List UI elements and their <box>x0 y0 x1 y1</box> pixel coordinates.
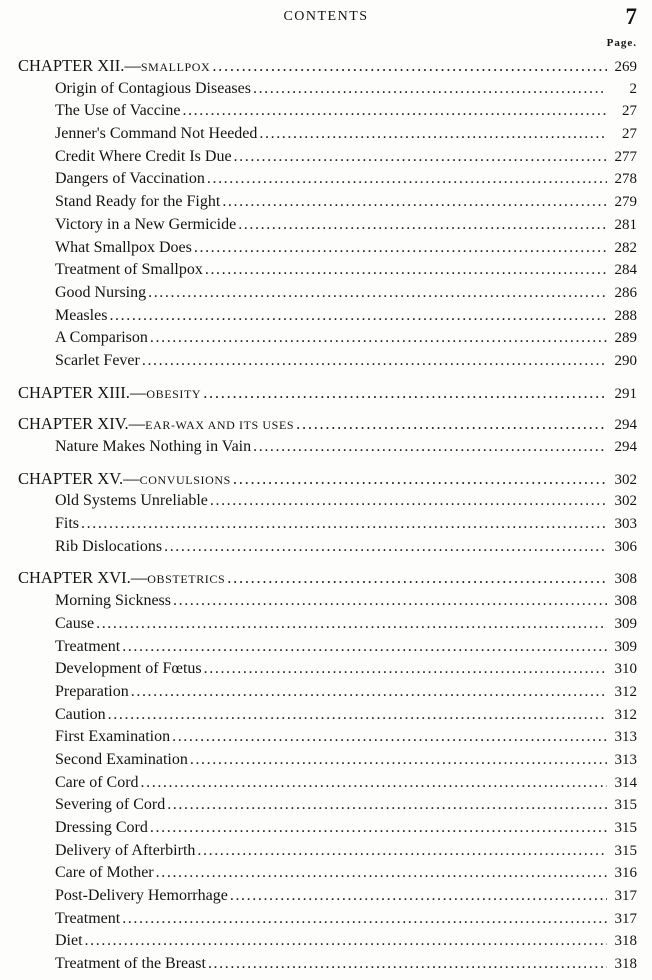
section-label: Victory in a New Germicide <box>55 215 237 233</box>
toc-entry-title <box>55 282 146 305</box>
toc-page-number: 306 <box>614 538 637 555</box>
section-label: Treatment <box>55 637 121 655</box>
toc-page-number: 290 <box>614 352 637 369</box>
dot-leader <box>296 413 607 436</box>
toc-page-number: 315 <box>614 842 637 859</box>
toc-entry-title <box>55 214 236 237</box>
section-label: Stand Ready for the Fight <box>55 193 221 211</box>
chapter-subject: SMALLPOX <box>140 60 211 74</box>
toc-page-number: 284 <box>614 262 637 279</box>
chapter-subject: CONVULSIONS <box>139 472 231 487</box>
toc-entry-title <box>18 567 225 591</box>
toc-entry-title <box>55 327 148 350</box>
toc-section-entry <box>0 237 652 260</box>
toc-section-entry <box>0 862 652 885</box>
toc-page-number: 302 <box>614 493 637 510</box>
chapter-label: CHAPTER XIII.— <box>18 382 147 402</box>
section-label: First Examination <box>55 728 171 746</box>
dot-leader <box>259 123 607 146</box>
toc-section-entry <box>0 123 652 146</box>
toc-entry-title <box>55 930 83 953</box>
toc-section-entry <box>0 590 652 613</box>
toc-entry-title <box>55 885 228 908</box>
toc-section-entry <box>0 908 652 931</box>
dot-leader <box>222 191 607 214</box>
toc-entry-title <box>55 146 232 169</box>
dot-leader <box>108 704 607 727</box>
toc-entry-title <box>55 191 220 214</box>
dot-leader <box>210 490 607 513</box>
dot-leader <box>205 259 607 282</box>
toc-page-number: 317 <box>614 910 637 927</box>
page-column-label: Page. <box>606 37 637 49</box>
toc-section-entry <box>0 613 652 636</box>
toc-page-number: 269 <box>614 59 637 75</box>
toc-section-entry <box>0 191 652 214</box>
dot-leader <box>85 930 607 953</box>
toc-entry-title <box>18 468 231 492</box>
dot-leader <box>167 794 607 817</box>
toc-page-number: 289 <box>614 330 637 347</box>
dot-leader <box>204 658 607 681</box>
toc-page-number: 279 <box>614 194 637 211</box>
toc-section-entry <box>0 214 652 237</box>
toc-page-number: 316 <box>614 865 637 882</box>
dot-leader <box>238 214 607 237</box>
section-label: Post-Delivery Hemorrhage <box>55 887 228 905</box>
toc-entry-title <box>55 513 79 536</box>
dot-leader <box>197 840 607 863</box>
dot-leader <box>131 681 607 704</box>
toc-entry-title <box>55 636 120 659</box>
toc-section-entry <box>0 772 652 795</box>
dot-leader <box>203 382 607 405</box>
dot-leader <box>227 567 607 590</box>
dot-leader <box>233 468 607 491</box>
dot-leader <box>150 817 607 840</box>
dot-leader <box>194 237 607 260</box>
toc-entry-title <box>55 794 165 817</box>
toc-page-number: 302 <box>614 471 637 488</box>
toc-entry-title <box>55 772 139 795</box>
toc-section-entry <box>0 930 652 953</box>
toc-section-entry <box>0 636 652 659</box>
toc-page-number: 313 <box>614 729 637 746</box>
dot-leader <box>234 146 607 169</box>
dot-leader <box>141 772 607 795</box>
section-label: Delivery of Afterbirth <box>55 841 196 859</box>
dot-leader <box>208 953 607 976</box>
section-label: Development of Fœtus <box>55 660 202 678</box>
section-label: Jenner's Command Not Heeded <box>55 125 258 143</box>
dot-leader <box>190 749 607 772</box>
section-label: Origin of Contagious Diseases <box>55 79 251 97</box>
dot-leader <box>212 55 607 78</box>
section-label: Severing of Cord <box>55 796 166 814</box>
toc-page-number: 303 <box>614 516 637 533</box>
toc-page-number: 318 <box>614 956 637 973</box>
chapter-label: CHAPTER XV.— <box>18 468 140 488</box>
chapter-label: CHAPTER XIV.— <box>18 414 146 434</box>
section-label: Preparation <box>55 682 129 700</box>
toc-entry-title <box>55 305 107 328</box>
toc-entry-title <box>55 953 206 976</box>
dot-leader <box>122 908 607 931</box>
toc-section-entry <box>0 658 652 681</box>
toc-page-number: 308 <box>614 571 637 588</box>
toc-section-entry <box>0 794 652 817</box>
toc-entry-title <box>55 726 170 749</box>
dot-leader <box>148 282 607 305</box>
chapter-subject: OBSTETRICS <box>147 572 226 587</box>
section-label: Measles <box>55 306 108 324</box>
toc-chapter-entry <box>0 468 652 491</box>
toc-entry-title <box>55 123 257 146</box>
toc-entry-title <box>55 862 154 885</box>
toc-entry-title <box>18 55 210 79</box>
chapter-label: CHAPTER XII.— <box>18 56 141 75</box>
chapter-label: CHAPTER XVI.— <box>18 568 148 588</box>
toc-entry-title <box>55 590 171 613</box>
toc-chapter-entry <box>0 567 652 590</box>
section-label: Credit Where Credit Is Due <box>55 147 232 165</box>
toc-section-entry <box>0 282 652 305</box>
toc-page-number: 286 <box>614 284 637 301</box>
toc-entry-title <box>55 749 188 772</box>
section-label: Diet <box>55 932 83 950</box>
dot-leader <box>172 726 607 749</box>
dot-leader <box>182 100 607 123</box>
toc-page-number: 277 <box>614 148 637 165</box>
toc-page-number: 309 <box>614 638 637 655</box>
chapter-subject: EAR-WAX AND ITS USES <box>145 418 295 433</box>
dot-leader <box>253 78 607 101</box>
toc-page-number: 288 <box>614 307 637 324</box>
toc-section-entry <box>0 749 652 772</box>
toc-page-number: 27 <box>622 126 637 143</box>
dot-leader <box>173 590 607 613</box>
toc-page-number: 282 <box>614 239 637 256</box>
toc-section-entry <box>0 350 652 373</box>
toc-section-entry <box>0 726 652 749</box>
section-label: Fits <box>55 515 80 533</box>
dot-leader <box>142 350 607 373</box>
toc-entry-title <box>18 413 294 437</box>
toc-chapter-entry <box>0 413 652 436</box>
toc-page-number: 309 <box>614 615 637 632</box>
toc-entry-title <box>55 78 251 101</box>
section-label: Care of Cord <box>55 773 139 791</box>
toc-section-entry <box>0 100 652 123</box>
section-label: Good Nursing <box>55 283 147 301</box>
toc-section-entry <box>0 704 652 727</box>
running-head: CONTENTS <box>283 9 369 24</box>
toc-section-entry <box>0 146 652 169</box>
toc-section-entry <box>0 885 652 908</box>
dot-leader <box>230 885 607 908</box>
toc-entry-title <box>55 840 195 863</box>
dot-leader <box>150 327 607 350</box>
section-label: Second Examination <box>55 750 188 768</box>
toc-page-number: 2 <box>629 80 637 97</box>
section-label: Dressing Cord <box>55 819 148 836</box>
toc-entry-title <box>55 100 180 123</box>
toc-page-number: 315 <box>614 820 637 836</box>
toc-page-number: 312 <box>614 683 637 700</box>
toc-entry-title <box>55 436 251 459</box>
dot-leader <box>253 436 607 459</box>
toc-page-number: 294 <box>614 439 637 455</box>
dot-leader <box>207 168 607 191</box>
dot-leader <box>96 613 607 636</box>
dot-leader <box>122 636 607 659</box>
section-label: Morning Sickness <box>55 592 171 610</box>
toc-section-entry <box>0 817 652 840</box>
toc-chapter-entry <box>0 55 652 78</box>
section-label: Treatment of Smallpox <box>55 261 203 279</box>
section-label: Scarlet Fever <box>55 351 140 369</box>
toc-section-entry <box>0 436 652 459</box>
toc-section-entry <box>0 168 652 191</box>
toc-entry-title <box>55 681 129 704</box>
section-label: Care of Mother <box>55 864 154 882</box>
toc-entry-title <box>55 658 202 681</box>
toc-chapter-entry <box>0 382 652 405</box>
toc-page-number: 278 <box>614 171 637 188</box>
dot-leader <box>81 513 607 536</box>
toc-entry-title <box>18 382 201 406</box>
toc-page-number: 317 <box>614 888 637 905</box>
toc-entry-title <box>55 817 148 840</box>
toc-section-entry <box>0 536 652 559</box>
toc-page-number: 294 <box>614 417 637 434</box>
toc-entry-title <box>55 237 192 260</box>
toc-entry-title <box>55 613 94 636</box>
chapter-subject: OBESITY <box>146 386 202 401</box>
page-number: 7 <box>625 4 637 29</box>
toc-page-number: 281 <box>614 216 637 233</box>
toc-section-entry <box>0 840 652 863</box>
toc-entry-title <box>55 350 140 373</box>
section-label: Old Systems Unreliable <box>55 492 208 510</box>
section-label: Dangers of Vaccination <box>55 170 205 188</box>
toc-section-entry <box>0 953 652 976</box>
toc-entry-title <box>55 259 203 282</box>
dot-leader <box>109 305 607 328</box>
toc-section-entry <box>0 490 652 513</box>
toc-entry-title <box>55 704 106 727</box>
section-label: Rib Dislocations <box>55 537 163 555</box>
section-label: Cause <box>55 614 95 632</box>
toc-entry-title <box>55 536 162 559</box>
table-of-contents <box>0 55 652 976</box>
toc-section-entry <box>0 305 652 328</box>
toc-page-number: 291 <box>614 385 637 402</box>
section-label: What Smallpox Does <box>55 238 192 256</box>
toc-page-number: 313 <box>614 751 637 768</box>
toc-section-entry <box>0 259 652 282</box>
toc-page-number: 27 <box>622 103 637 120</box>
section-label: The Use of Vaccine <box>55 102 181 120</box>
section-label: Treatment <box>55 909 121 927</box>
toc-entry-title <box>55 168 205 191</box>
toc-section-entry <box>0 78 652 101</box>
toc-page-number: 315 <box>614 797 637 814</box>
dot-leader <box>164 536 607 559</box>
toc-section-entry <box>0 513 652 536</box>
toc-page-number: 314 <box>614 774 637 791</box>
toc-section-entry <box>0 327 652 350</box>
toc-entry-title <box>55 490 208 513</box>
toc-page-number: 318 <box>614 933 637 950</box>
section-label: Treatment of the Breast <box>55 955 206 973</box>
toc-page-number: 312 <box>614 706 637 723</box>
toc-page-number: 310 <box>614 661 637 678</box>
section-label: Nature Makes Nothing in Vain <box>55 438 252 455</box>
section-label: A Comparison <box>55 329 148 347</box>
toc-entry-title <box>55 908 120 931</box>
dot-leader <box>156 862 607 885</box>
toc-page-number: 308 <box>614 593 637 610</box>
section-label: Caution <box>55 705 106 723</box>
toc-section-entry <box>0 681 652 704</box>
